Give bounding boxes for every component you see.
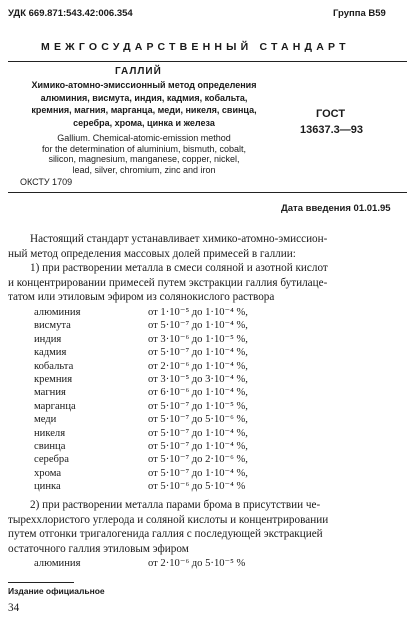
- section2-line: путем отгонки тригалогенида галлия с последующей экстракцией: [8, 528, 323, 540]
- element-range: от 5·10⁻⁷ до 2·10⁻⁶ %,: [148, 454, 248, 466]
- intro-line: ный метод определения массовых долей примесей в галлии:: [8, 247, 296, 260]
- element-range: от 5·10⁻⁷ до 1·10⁻⁴ %,: [148, 467, 248, 479]
- footer-rule: [8, 582, 74, 583]
- element-range: от 1·10⁻⁵ до 1·10⁻⁴ %,: [148, 307, 248, 318]
- element-name: цинка: [34, 481, 61, 493]
- gost-number: 13637.3—93: [300, 124, 363, 136]
- element-range: от 5·10⁻⁷ до 5·10⁻⁶ %,: [148, 414, 248, 426]
- title-subtitle: [8, 79, 280, 129]
- element-name: свинца: [34, 441, 66, 453]
- title-main: ГАЛЛИЙ: [115, 66, 162, 77]
- standard-heading: МЕЖГОСУДАРСТВЕННЫЙ СТАНДАРТ: [41, 41, 350, 53]
- element-name: магния: [34, 387, 66, 399]
- intro-line: татом или этиловым эфиром из солянокислого раствора: [8, 291, 275, 303]
- edition-label: Издание официальное: [8, 586, 105, 596]
- intro-line: 1) при растворении металла в смеси соляной и азотной кислот: [30, 262, 328, 274]
- intro-line: Настоящий стандарт устанавливает химико-атомно-эмиссион-: [30, 233, 328, 245]
- element-name: алюминия: [34, 558, 81, 569]
- element-range: от 2·10⁻⁶ до 5·10⁻⁵ %: [148, 558, 246, 569]
- section2-line: тыреххлористого углерода и соляной кислоты и концентрировании: [8, 513, 329, 526]
- title-sub-line: серебра, хрома, цинка и железа: [73, 117, 215, 128]
- element-name: кобальта: [34, 360, 74, 372]
- element-range: от 5·10⁻⁷ до 1·10⁻⁴ %,: [148, 347, 248, 359]
- element-name: кремния: [34, 374, 73, 386]
- element-name: алюминия: [34, 307, 81, 318]
- english-title-line: Gallium. Chemical-atomic-emission method: [57, 133, 231, 143]
- okstu-code: ОКСТУ 1709: [20, 177, 73, 187]
- element-name: никеля: [34, 427, 66, 439]
- element-names-list: [34, 306, 80, 494]
- title-rule: [8, 192, 407, 193]
- element-range: от 5·10⁻⁷ до 1·10⁻⁴ %,: [148, 320, 248, 332]
- element-name: марганца: [34, 400, 76, 412]
- english-title-line: lead, silver, chromium, zinc and iron: [72, 164, 216, 175]
- element-name: меди: [34, 414, 57, 426]
- page-number: 34: [8, 602, 20, 614]
- element-name: индия: [34, 333, 62, 345]
- header-rule: [8, 61, 407, 62]
- element-range: от 3·10⁻⁵ до 3·10⁻⁴ %,: [148, 374, 248, 386]
- element-name: серебра: [34, 454, 69, 466]
- element-name: висмута: [34, 320, 71, 332]
- element-range: от 5·10⁻⁷ до 1·10⁻⁴ %,: [148, 427, 248, 439]
- group-code: Группа В59: [333, 8, 386, 19]
- element-range: от 2·10⁻⁶ до 1·10⁻⁴ %,: [148, 360, 248, 372]
- section2-line: 2) при растворении металла парами брома в присутствии че-: [30, 499, 321, 511]
- title-sub-line: Химико-атомно-эмиссионный метод определения: [31, 80, 257, 90]
- udk-code: УДК 669.871:543.42:006.354: [8, 8, 133, 19]
- section2-line: остаточного галлия этиловым эфиром: [8, 542, 189, 555]
- element-range: от 5·10⁻⁷ до 1·10⁻⁴ %,: [148, 441, 248, 453]
- title-sub-line: алюминия, висмута, индия, кадмия, кобальта,: [40, 92, 248, 103]
- title-sub-line: кремния, магния, марганца, меди, никеля, свинца,: [31, 105, 257, 115]
- effective-date: Дата введения 01.01.95: [281, 203, 391, 214]
- element-range: от 5·10⁻⁶ до 5·10⁻⁴ %: [148, 481, 246, 493]
- element-ranges-list: [148, 306, 248, 494]
- element-range: от 3·10⁻⁶ до 1·10⁻⁵ %,: [148, 333, 248, 345]
- element-name: кадмия: [34, 347, 67, 359]
- element-range: от 6·10⁻⁶ до 1·10⁻⁴ %,: [148, 387, 248, 399]
- gost-label: ГОСТ: [316, 108, 346, 120]
- element-name: хрома: [34, 467, 62, 479]
- english-title-line: silicon, magnesium, manganese, copper, nickel,: [48, 154, 240, 164]
- element-range: от 5·10⁻⁷ до 1·10⁻⁵ %,: [148, 400, 248, 412]
- title-english: [8, 133, 280, 175]
- english-title-line: for the determination of aluminium, bismuth, cobalt,: [41, 143, 247, 154]
- intro-line: и концентрировании примесей путем экстракции галлия бутилаце-: [8, 276, 328, 289]
